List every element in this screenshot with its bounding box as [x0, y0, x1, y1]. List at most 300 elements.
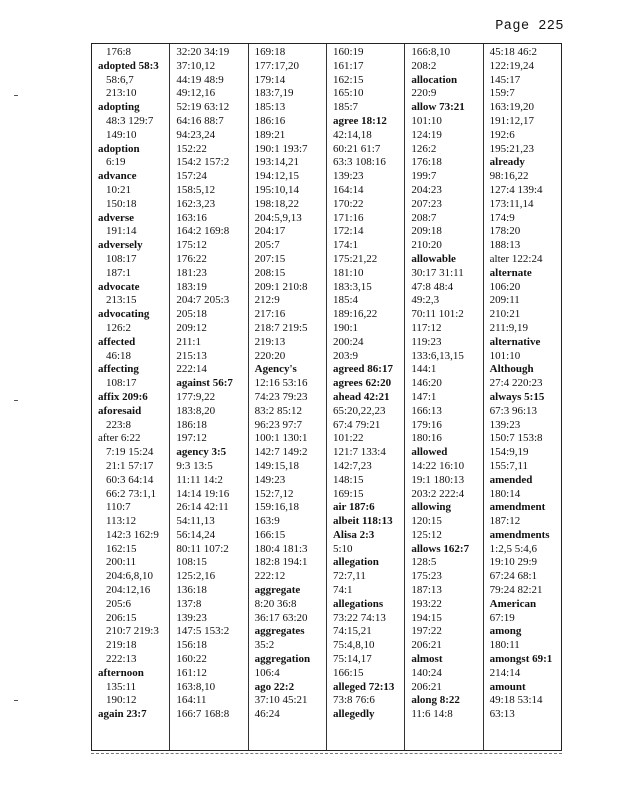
index-reference: 98:16,22 — [489, 170, 529, 183]
index-term: American — [489, 597, 537, 610]
index-reference: 124:19 — [411, 128, 442, 141]
index-reference: 110:7 — [106, 501, 131, 514]
index-term: against 56:7 — [176, 377, 233, 390]
index-term: alternate — [489, 266, 532, 279]
index-reference: 213:10 — [106, 87, 137, 100]
index-term: amendment — [489, 501, 546, 514]
index-reference: 36:17 63:20 — [254, 611, 308, 624]
index-reference: 106:20 — [489, 280, 521, 293]
index-term: affecting — [98, 363, 139, 376]
index-reference: 208:2 — [411, 59, 437, 72]
index-reference: 173:11,14 — [489, 197, 534, 210]
index-reference: 101:10 — [489, 349, 521, 362]
index-term: adoption — [98, 142, 140, 155]
index-reference: 126:2 — [411, 142, 437, 155]
index-column-6 — [484, 44, 561, 750]
index-reference: 187:12 — [489, 515, 521, 528]
index-reference: 205:7 — [254, 239, 280, 252]
index-term: allowed — [411, 446, 448, 459]
index-term: amended — [489, 473, 533, 486]
index-reference: 108:17 — [106, 377, 137, 390]
index-reference: 163:9 — [254, 515, 280, 528]
index-term: adopted 58:3 — [98, 59, 159, 72]
index-term: advocating — [98, 308, 150, 321]
index-reference: 121:7 133:4 — [332, 446, 386, 459]
index-reference: 204:12,16 — [106, 584, 151, 597]
index-term: affected — [98, 335, 136, 348]
index-term: Although — [489, 363, 534, 376]
index-reference: 142:7 149:2 — [254, 446, 308, 459]
index-reference: 164:2 169:8 — [176, 225, 230, 238]
index-reference: 154:9,19 — [489, 446, 529, 459]
index-reference: 199:7 — [411, 170, 437, 183]
index-reference: 96:23 97:7 — [254, 418, 303, 431]
index-reference: 52:19 63:12 — [176, 101, 230, 114]
index-reference: 215:13 — [176, 349, 207, 362]
index-reference: 144:1 — [411, 363, 437, 376]
index-reference: 206:21 — [411, 639, 442, 652]
index-reference: 189:21 — [254, 128, 286, 141]
index-reference: 206:15 — [106, 611, 137, 624]
index-term: allegedly — [332, 708, 375, 721]
index-reference: 145:17 — [489, 73, 521, 86]
index-reference: 67:4 79:21 — [332, 418, 381, 431]
index-reference: 30:17 31:11 — [411, 266, 464, 279]
index-term: allegations — [332, 597, 384, 610]
index-term: air 187:6 — [332, 501, 375, 514]
index-reference: 166:8,10 — [411, 46, 451, 58]
index-term: aggregates — [254, 625, 305, 638]
index-reference: 220:20 — [254, 349, 286, 362]
index-reference: 177:17,20 — [254, 59, 299, 72]
index-reference: 101:22 — [332, 432, 364, 445]
index-reference: 44:19 48:9 — [176, 73, 224, 86]
index-reference: 210:7 219:3 — [106, 625, 159, 638]
index-reference: 183:3,15 — [332, 280, 372, 293]
index-term: affix 209:6 — [98, 390, 148, 403]
index-reference: 19:10 29:9 — [489, 556, 538, 569]
index-reference: 49:12,16 — [176, 87, 216, 100]
index-reference: 169:18 — [254, 46, 286, 58]
index-reference: 74:1 — [332, 584, 353, 597]
index-reference: 19:1 180:13 — [411, 473, 465, 486]
index-reference: 154:2 157:2 — [176, 156, 230, 169]
index-reference: 72:7,11 — [332, 570, 366, 583]
index-term: already — [489, 156, 525, 169]
index-reference: 120:15 — [411, 515, 442, 528]
index-reference: 47:8 48:4 — [411, 280, 454, 293]
index-reference: 211:9,19 — [489, 321, 529, 334]
index-reference: 218:7 219:5 — [254, 321, 308, 334]
index-reference: 11:6 14:8 — [411, 708, 453, 721]
index-reference: 183:7,19 — [254, 87, 294, 100]
index-reference: 11:11 14:2 — [176, 473, 223, 486]
index-reference: 128:5 — [411, 556, 437, 569]
index-reference: 73:22 74:13 — [332, 611, 386, 624]
index-term: among — [489, 625, 522, 638]
index-term: almost — [411, 653, 443, 666]
index-reference: 27:4 220:23 — [489, 377, 543, 390]
index-reference: 174:1 — [332, 239, 359, 252]
index-column-4 — [327, 44, 405, 750]
index-reference: 189:16,22 — [332, 308, 378, 321]
index-reference: 181:23 — [176, 266, 207, 279]
index-reference: 74:23 79:23 — [254, 390, 308, 403]
index-reference: 176:22 — [176, 252, 207, 265]
index-reference: 161:17 — [332, 59, 364, 72]
index-reference: 179:16 — [411, 418, 442, 431]
index-reference: 205:6 — [106, 597, 132, 610]
index-column-2 — [170, 44, 248, 750]
index-column-3 — [249, 44, 327, 750]
index-reference: 166:15 — [254, 528, 286, 541]
index-reference: 113:12 — [106, 515, 137, 528]
index-reference: 191:12,17 — [489, 114, 534, 127]
index-reference: 152:22 — [176, 142, 207, 155]
index-reference: 70:11 101:2 — [411, 308, 464, 321]
index-reference: 63:3 108:16 — [332, 156, 386, 169]
index-term: amount — [489, 680, 526, 693]
index-reference: 159:16,18 — [254, 501, 299, 514]
index-reference: 152:7,12 — [254, 487, 294, 500]
index-reference: 125:2,16 — [176, 570, 216, 583]
index-reference: 46:18 — [106, 349, 132, 362]
index-reference: 149:23 — [254, 473, 286, 486]
index-reference: 185:4 — [332, 294, 359, 307]
index-reference: 139:23 — [176, 611, 207, 624]
index-term: agrees 62:20 — [332, 377, 392, 390]
index-reference: 183:19 — [176, 280, 207, 293]
index-reference: 205:18 — [176, 308, 207, 321]
index-term: allowing — [411, 501, 452, 514]
index-reference: 58:6,7 — [106, 73, 134, 86]
index-reference: 176:18 — [411, 156, 442, 169]
index-reference: 67:3 96:13 — [489, 404, 538, 417]
index-reference: 204:17 — [254, 225, 286, 238]
index-term: afternoon — [98, 666, 144, 679]
index-term: always 5:15 — [489, 390, 545, 403]
index-reference: 211:1 — [176, 335, 201, 348]
index-reference: 174:9 — [489, 211, 515, 224]
index-reference: 64:16 88:7 — [176, 114, 224, 127]
index-reference: 26:14 42:11 — [176, 501, 229, 514]
index-reference: 204:5,9,13 — [254, 211, 302, 224]
index-reference: 133:6,13,15 — [411, 349, 464, 362]
index-reference: 161:12 — [176, 666, 207, 679]
index-term: allows 162:7 — [411, 542, 470, 555]
index-reference: 194:15 — [411, 611, 442, 624]
index-term: Alisa 2:3 — [332, 528, 375, 541]
index-reference: 177:9,22 — [176, 390, 216, 403]
index-reference: 160:19 — [332, 46, 364, 58]
index-reference: 210:20 — [411, 239, 442, 252]
index-reference: 80:11 107:2 — [176, 542, 229, 555]
index-term: along 8:22 — [411, 694, 460, 707]
index-reference: 14:14 19:16 — [176, 487, 230, 500]
index-reference: 140:24 — [411, 666, 442, 679]
index-reference: 214:14 — [489, 666, 521, 679]
index-reference: 186:16 — [254, 114, 286, 127]
index-reference: 74:15,21 — [332, 625, 372, 638]
index-reference: 186:18 — [176, 418, 207, 431]
index-term: adversely — [98, 239, 143, 252]
index-reference: 162:15 — [106, 542, 137, 555]
index-reference: 188:13 — [489, 239, 521, 252]
index-reference: 175:21,22 — [332, 252, 378, 265]
index-reference: 67:19 — [489, 611, 515, 624]
margin-tick — [14, 700, 18, 701]
index-reference: 204:6,8,10 — [106, 570, 154, 583]
index-term: again 23:7 — [98, 708, 147, 721]
index-reference: 142:3 162:9 — [106, 528, 159, 541]
index-reference: 192:6 — [489, 128, 515, 141]
index-term: adverse — [98, 211, 135, 224]
index-reference: 42:14,18 — [332, 128, 372, 141]
index-reference: 163:19,20 — [489, 101, 534, 114]
index-reference: 156:18 — [176, 639, 207, 652]
index-reference: 203:2 222:4 — [411, 487, 465, 500]
index-reference: 135:11 — [106, 680, 137, 693]
index-reference: 194:12,15 — [254, 170, 299, 183]
index-reference: 209:11 — [489, 294, 520, 307]
index-reference: 171:16 — [332, 211, 364, 224]
index-reference: 200:24 — [332, 335, 364, 348]
index-reference: 45:18 46:2 — [489, 46, 538, 58]
index-reference: 139:23 — [489, 418, 521, 431]
index-reference: 73:8 76:6 — [332, 694, 375, 707]
index-reference: 200:11 — [106, 556, 137, 569]
index-reference: 181:10 — [332, 266, 364, 279]
index-reference: 100:1 130:1 — [254, 432, 308, 445]
index-reference: 75:14,17 — [332, 653, 372, 666]
index-term: advocate — [98, 280, 140, 293]
index-reference: 209:12 — [176, 321, 207, 334]
index-reference: 207:23 — [411, 197, 442, 210]
index-term: alleged 72:13 — [332, 680, 395, 693]
margin-tick — [14, 400, 18, 401]
index-reference: 67:24 68:1 — [489, 570, 538, 583]
index-reference: 162:3,23 — [176, 197, 216, 210]
index-reference: 12:16 53:16 — [254, 377, 308, 390]
index-reference: 163:16 — [176, 211, 207, 224]
index-reference: 37:10 45:21 — [254, 694, 308, 707]
page-number: Page 225 — [495, 19, 564, 34]
index-reference: 166:7 168:8 — [176, 708, 230, 721]
index-term: ago 22:2 — [254, 680, 295, 693]
index-column-1 — [92, 44, 170, 750]
index-reference: 106:4 — [254, 666, 280, 679]
index-reference: 191:14 — [106, 225, 137, 238]
index-reference: 83:2 85:12 — [254, 404, 303, 417]
index-reference: 7:19 15:24 — [106, 446, 154, 459]
index-reference: 37:10,12 — [176, 59, 216, 72]
index-reference: 185:13 — [254, 101, 286, 114]
index-reference: 172:14 — [332, 225, 364, 238]
index-reference: 165:10 — [332, 87, 364, 100]
index-column-5 — [405, 44, 483, 750]
index-reference: 14:22 16:10 — [411, 459, 465, 472]
word-index-table — [91, 43, 562, 751]
index-reference: 137:8 — [176, 597, 202, 610]
index-reference: 49:18 53:14 — [489, 694, 543, 707]
index-reference: 32:20 34:19 — [176, 46, 230, 58]
index-reference: 164:14 — [332, 183, 364, 196]
index-reference: 176:8 — [106, 46, 132, 58]
index-reference: 187:1 — [106, 266, 132, 279]
index-reference: 213:15 — [106, 294, 137, 307]
index-reference: 197:22 — [411, 625, 442, 638]
index-reference: 79:24 82:21 — [489, 584, 543, 597]
index-reference: 180:4 181:3 — [254, 542, 308, 555]
index-reference: 94:23,24 — [176, 128, 216, 141]
index-reference: 163:8,10 — [176, 680, 216, 693]
index-reference: 195:10,14 — [254, 183, 299, 196]
index-term: advance — [98, 170, 137, 183]
index-reference: 5:10 — [332, 542, 353, 555]
index-reference: 179:14 — [254, 73, 286, 86]
index-reference: 175:12 — [176, 239, 207, 252]
index-reference: 63:13 — [489, 708, 515, 721]
index-reference: 175:23 — [411, 570, 442, 583]
index-reference: 209:18 — [411, 225, 442, 238]
margin-tick — [14, 95, 18, 96]
index-term: albeit 118:13 — [332, 515, 393, 528]
index-reference: 187:13 — [411, 584, 442, 597]
index-reference: 220:9 — [411, 87, 437, 100]
index-reference: 49:2,3 — [411, 294, 440, 307]
index-reference: 164:11 — [176, 694, 207, 707]
index-reference: 146:20 — [411, 377, 442, 390]
index-reference: 46:24 — [254, 708, 280, 721]
index-reference: 180:16 — [411, 432, 442, 445]
index-reference: 139:23 — [332, 170, 364, 183]
index-reference: 65:20,22,23 — [332, 404, 386, 417]
index-reference: 149:15,18 — [254, 459, 299, 472]
index-term: allowable — [411, 252, 456, 265]
index-reference: 119:23 — [411, 335, 442, 348]
index-reference: 210:21 — [489, 308, 521, 321]
index-reference: 217:16 — [254, 308, 286, 321]
index-reference: 166:15 — [332, 666, 364, 679]
index-term: aggregation — [254, 653, 311, 666]
index-reference: 223:8 — [106, 418, 132, 431]
index-reference: 136:18 — [176, 584, 207, 597]
index-reference: 117:12 — [411, 321, 442, 334]
index-reference: 147:1 — [411, 390, 437, 403]
index-reference: 35:2 — [254, 639, 275, 652]
index-reference: 157:24 — [176, 170, 207, 183]
index-reference: 219:13 — [254, 335, 286, 348]
index-reference: 193:22 — [411, 597, 442, 610]
index-reference: 125:12 — [411, 528, 442, 541]
index-term: agree 18:12 — [332, 114, 387, 127]
index-reference: 147:5 153:2 — [176, 625, 230, 638]
index-term: Agency's — [254, 363, 297, 376]
index-reference: 48:3 129:7 — [106, 114, 154, 127]
index-reference: 209:1 210:8 — [254, 280, 308, 293]
index-reference: 190:1 — [332, 321, 359, 334]
index-term: allow 73:21 — [411, 101, 465, 114]
index-term: ahead 42:21 — [332, 390, 390, 403]
index-reference: 160:22 — [176, 653, 207, 666]
index-reference: 9:3 13:5 — [176, 459, 213, 472]
index-reference: 208:7 — [411, 211, 437, 224]
index-reference: 207:15 — [254, 252, 286, 265]
index-reference: 150:7 153:8 — [489, 432, 543, 445]
index-reference: 190:1 193:7 — [254, 142, 308, 155]
index-reference: 150:18 — [106, 197, 137, 210]
index-reference: 60:21 61:7 — [332, 142, 381, 155]
index-term: agency 3:5 — [176, 446, 227, 459]
index-reference: 195:21,23 — [489, 142, 534, 155]
index-reference: 101:10 — [411, 114, 442, 127]
index-term: agreed 86:17 — [332, 363, 393, 376]
index-reference: 127:4 139:4 — [489, 183, 543, 196]
index-reference: 162:15 — [332, 73, 364, 86]
index-reference: 166:13 — [411, 404, 442, 417]
index-reference: 155:7,11 — [489, 459, 529, 472]
index-term: aggregate — [254, 584, 301, 597]
index-reference: 6:19 — [106, 156, 126, 169]
index-reference: 1:2,5 5:4,6 — [489, 542, 538, 555]
index-reference: 126:2 — [106, 321, 132, 334]
index-reference: 56:14,24 — [176, 528, 216, 541]
index-reference: 75:4,8,10 — [332, 639, 375, 652]
index-reference: 169:15 — [332, 487, 364, 500]
index-reference: 142:7,23 — [332, 459, 372, 472]
index-reference: 170:22 — [332, 197, 364, 210]
index-term: amendments — [489, 528, 550, 541]
bottom-dashed-rule — [91, 753, 562, 754]
index-reference: 203:9 — [332, 349, 359, 362]
index-reference: 222:13 — [106, 653, 137, 666]
index-reference: 222:12 — [254, 570, 286, 583]
index-reference: 60:3 64:14 — [106, 473, 154, 486]
index-reference: 198:18,22 — [254, 197, 299, 210]
index-reference: 197:12 — [176, 432, 207, 445]
index-reference: 185:7 — [332, 101, 359, 114]
index-reference: 206:21 — [411, 680, 442, 693]
index-reference: 8:20 36:8 — [254, 597, 297, 610]
index-reference: 122:19,24 — [489, 59, 534, 72]
index-reference: 66:2 73:1,1 — [106, 487, 157, 500]
index-term: aforesaid — [98, 404, 142, 417]
index-reference: 158:5,12 — [176, 183, 216, 196]
index-reference: 10:21 — [106, 183, 132, 196]
index-reference: 222:14 — [176, 363, 207, 376]
index-reference: 148:15 — [332, 473, 364, 486]
index-term: alternative — [489, 335, 541, 348]
index-reference: 108:15 — [176, 556, 207, 569]
index-reference: 193:14,21 — [254, 156, 299, 169]
index-reference: 180:14 — [489, 487, 521, 500]
index-reference: after 6:22 — [98, 432, 141, 445]
index-term: allegation — [332, 556, 379, 569]
index-reference: 159:7 — [489, 87, 515, 100]
index-reference: 21:1 57:17 — [106, 459, 154, 472]
index-term: allocation — [411, 73, 458, 86]
index-reference: 182:8 194:1 — [254, 556, 308, 569]
index-reference: 149:10 — [106, 128, 137, 141]
index-reference: 219:18 — [106, 639, 137, 652]
index-reference: 54:11,13 — [176, 515, 215, 528]
index-term: adopting — [98, 101, 140, 114]
index-reference: 190:12 — [106, 694, 137, 707]
index-reference: alter 122:24 — [489, 252, 543, 265]
index-reference: 178:20 — [489, 225, 521, 238]
index-reference: 204:7 205:3 — [176, 294, 230, 307]
index-reference: 208:15 — [254, 266, 286, 279]
